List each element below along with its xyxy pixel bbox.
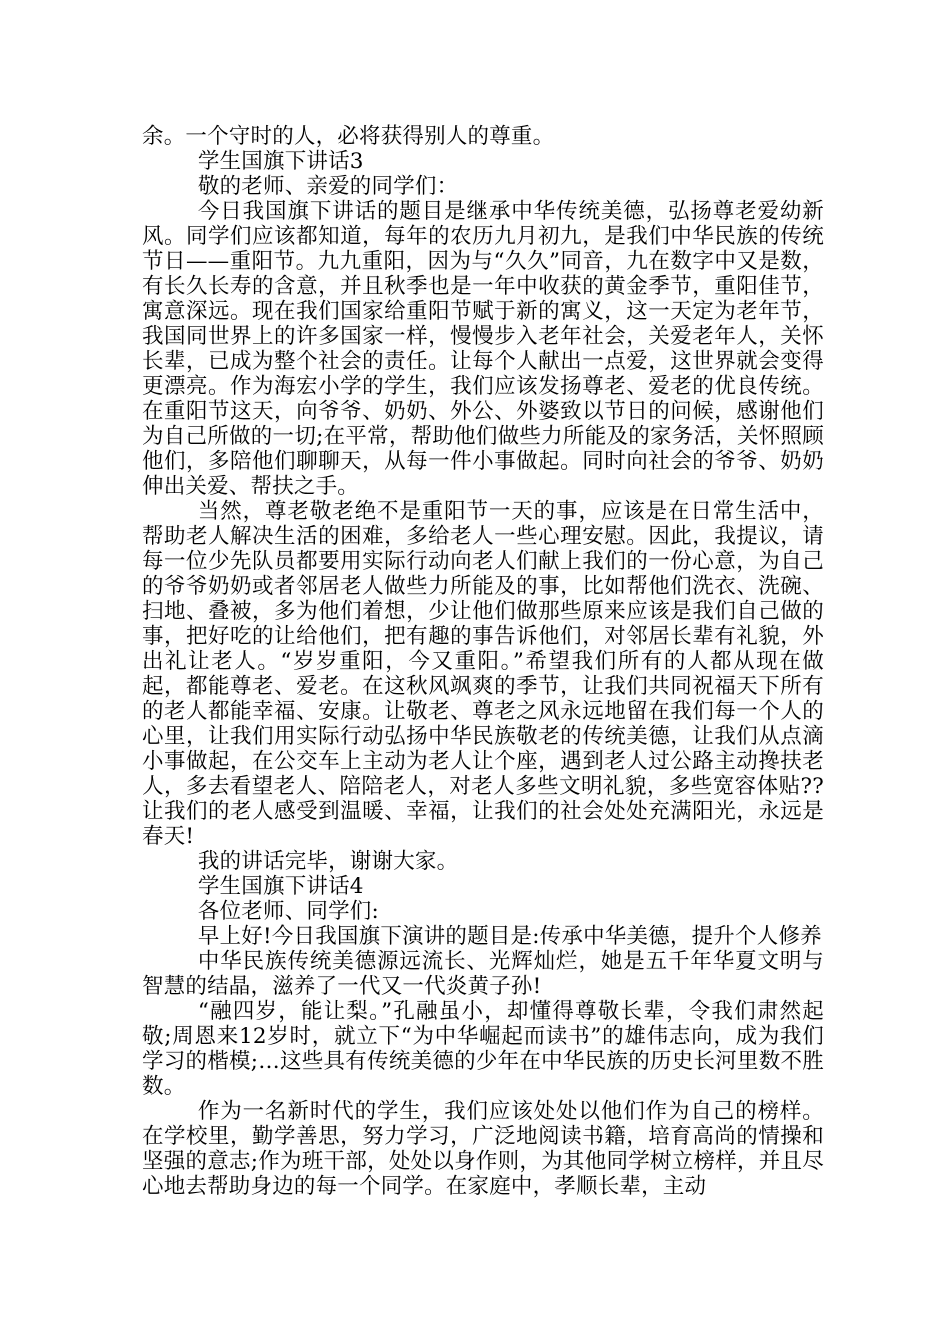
salutation-speech-3: 敬的老师、亲爱的同学们： [197,174,459,199]
section-heading-speech-4: 学生国旗下讲话4 [197,874,364,899]
paragraph-chongyang-intro: 今日我国旗下讲话的题目是继承中华传统美德，弘扬尊老爱幼新风。同学们应该都知道，每年的农历九月初九，是我们中华民族的传统节日——重阳节。九九重阳，因为与“久久”同音，九在数字中又是数，有长久长寿的含意，并且秋季也是一年中收获的黄金季节，重阳佳节，寓意深远。现在我们国家给重阳节赋于新的寓义，这一天定为老年节，我国同世界上的许多国家一样，慢慢步入老年社会，关爱老年人，关怀长辈，已成为整个社会的责任。让每个人献出一点爱，这世界就会变得更漂亮。作为海宏小学的学生，我们应该发扬尊老、爱老的优良传统。在重阳节这天，向爷爷、奶奶、外公、外婆致以节日的问候，感谢他们为自己所做的一切;在平常，帮助他们做些力所能及的家务活，关怀照顾他们，多陪他们聊聊天，从每一件小事做起。同时向社会的爷爷、奶奶伸出关爱、帮扶之手。 [142,199,824,499]
paragraph-topic: 早上好!今日我国旗下演讲的题目是:传承中华美德，提升个人修养 [197,924,822,949]
closing-speech-3: 我的讲话完毕，谢谢大家。 [197,849,459,874]
paragraph-continuation: 余。一个守时的人，必将获得别人的尊重。 [142,124,555,149]
paragraph-respect-elders: 当然，尊老敬老绝不是重阳节一天的事，应该是在日常生活中，帮助老人解决生活的困难，多给老人一些心理安慰。因此，我提议，请每一位少先队员都要用实际行动向老人们献上我们的一份心意，为自己的爷爷奶奶或者邻居老人做些力所能及的事，比如帮他们洗衣、洗碗、扫地、叠被，多为他们着想，少让他们做那些原来应该是我们自己做的事，把好吃的让给他们，把有趣的事告诉他们，对邻居长辈有礼貌，外出礼让老人。“岁岁重阳，今又重阳。”希望我们所有的人都从现在做起，都能尊老、爱老。在这秋风飒爽的季节，让我们共同祝福天下所有的老人都能幸福、安康。让敬老、尊老之风永远地留在我们每一个人的心里，让我们用实际行动弘扬中华民族敬老的传统美德，让我们从点滴小事做起，在公交车上主动为老人让个座，遇到老人过公路主动搀扶老人，多去看望老人、陪陪老人，对老人多些文明礼貌，多些宽容体贴??让我们的老人感受到温暖、幸福，让我们的社会处处充满阳光，永远是春天! [142,499,824,849]
document-body [142,124,824,1199]
paragraph-examples: “融四岁，能让梨。”孔融虽小，却懂得尊敬长辈，令我们肃然起敬;周恩来12岁时，就立下“为中华崛起而读书”的雄伟志向，成为我们学习的楷模;…这些具有传统美德的少年在中华民族的历史长河里数不胜数。 [142,999,824,1099]
salutation-speech-4: 各位老师、同学们: [197,899,379,924]
section-heading-speech-3: 学生国旗下讲话3 [197,149,364,174]
paragraph-virtues: 中华民族传统美德源远流长、光辉灿烂，她是五千年华夏文明与智慧的结晶，滋养了一代又一代炎黄子孙! [142,949,824,999]
paragraph-role-models: 作为一名新时代的学生，我们应该处处以他们作为自己的榜样。在学校里，勤学善思，努力学习，广泛地阅读书籍，培育高尚的情操和坚强的意志;作为班干部，处处以身作则，为其他同学树立榜样，并且尽心地去帮助身边的每一个同学。在家庭中，孝顺长辈，主动 [142,1099,824,1199]
